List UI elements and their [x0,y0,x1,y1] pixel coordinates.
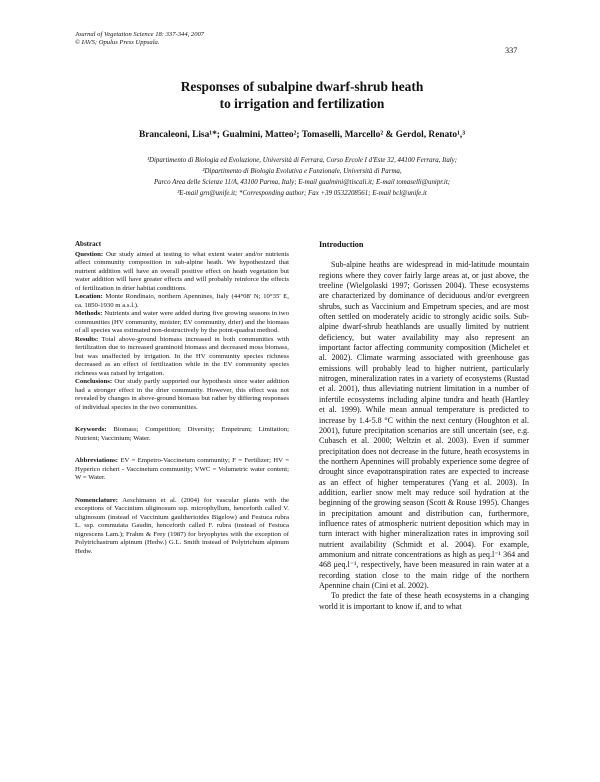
introduction-column [319,240,529,612]
abstract-heading: Abstract [75,240,102,248]
nomenclature-label: Nomenclature: [75,496,118,504]
abbreviations-label: Abbreviations: [75,457,119,464]
methods-label: Methods: [75,310,103,317]
nomenclature [75,497,289,557]
abstract-conclusions [75,378,289,412]
affiliation-line-1: ¹Dipartimento di Biologia ed Evoluzione, Università di Ferrara, Corso Ercole I d'Este 32, 44100 Ferrara, Italy; [146,157,458,164]
spacer [75,443,289,457]
intro-paragraph-1: Sub-alpine heaths are widespread in mid-latitude mountain regions where they cover fairly large areas at, or just above, the treeline (Wielgolaski 1997; Gorissen 2004). These ecosystems are characterized by dominance of deciduous and/or evergreen shrubs, such as Vaccinium and Empetrum species, and are most often settled on moderately acidic to strongly acidic soils. Sub-alpine dwarf-shrub heathlands are usually limited by nutrient deficiency, but water availability may also represent an important factor affecting community composition (Michelet et al. 2002). Climate warming associated with greenhouse gas emissions will probably lead to higher nutrient, particularly nitrogen, mineralization rates in a variety of ecosystems (Rustad et al. 2001), thus alleviating nutrient limitation in a number of infertile ecosystems including alpine tundra and heath (Hartley et al. 1999). While mean annual temperature is predicted to increase by 1.4-5.8 °C within the next century (Houghton et al. 2001), future precipitation scenarios are still uncertain (see, e.g. Cubasch et al. 2000; Weltzin et al. 2003). Even if summer precipitation does not decrease in the future, heath ecosystems in the northern Apennines will probably experience some degree of drought since evapotranspiration rates are expected to increase as an effect of higher temperatures (Yang et al. 2003). In addition, earlier snow melt may reduce soil hydration at the beginning of the growing season (Scott & Rouse 1995). Changes in precipitation amount and distribution can, furthermore, influence rates of atmospheric nutrient deposition which may in turn interact with higher mineralization rates in improving soil nutrient availability (Schmidt et al. 2004). For example, ammonium and nitrate concentrations as high as μeq.l⁻¹ 364 and 468 μeq.l⁻¹, respectively, have been measured in rain water at a recording station close to the main ridge of the northern Apennine chain (Cini et al. 2002). [319,260,529,590]
page-number: 337 [505,46,518,55]
question-text: Our study aimed at testing to what extent water and/or nutrients affect community composition in sub-alpine heath. We hypothesized that nutrient addition will have an overall positive effect on heath vegetation but water addition will have greater effects and will probably reinforce the effects of fertilization in drier habitat conditions. [75,250,289,292]
journal-citation [75,31,204,47]
affiliations [75,155,529,199]
keywords-label: Keywords: [75,426,107,433]
intro-paragraph-2: To predict the fate of these heath ecosystems in a changing world it is important to know if, and to what [319,591,529,611]
spacer [75,483,289,497]
journal-line-2: © IAVS; Opulus Press Uppsala. [75,39,160,46]
paper-title [75,79,529,112]
results-text: Total above-ground biomass increased in both communities with fertilization due to increased graminoid biomass and decreased moss biomass, but was unaffected by irrigation. In the HV community species richness decreased as an effect of fertilization while in the EV community species richness was raised by irrigation. [75,335,289,377]
abstract-question [75,251,289,294]
affiliation-line-3: Parco Area delle Scienze 11/A, 43100 Parma, Italy; E-mail gualmini@tiscali.it; E-mail tomaselli@unipr.it; [153,179,451,186]
author-list: Brancaleoni, Lisa¹*; Gualmini, Matteo²; Tomaselli, Marcello² & Gerdol, Renato¹,³ [138,130,466,140]
abstract-location [75,293,289,310]
location-label: Location: [75,293,103,300]
title-line-1: Responses of subalpine dwarf-shrub heath [180,79,424,94]
abstract-column [75,240,289,556]
conclusions-text: Our study partly supported our hypothesis since water addition had a stronger effect in the drier community. However, this effect was not revealed by changes in above-ground biomass but rather by differing responses of individual species in the two communities. [75,378,289,411]
keywords-text: Biomass; Competition; Diversity; Empetrum; Limitation; Nutrient; Vaccinium; Water. [75,426,290,442]
affiliation-line-2: ²Dipartimento di Biologia Evolutiva e Funzionale, Università di Parma, [202,168,402,175]
abbreviations-text: EV = Empetro-Vaccinetum community; F = Fertilizer; HV = Hyperico richeri - Vaccinetum community; VWC = Volumetric water content; W = Water. [75,457,289,481]
abstract-methods [75,310,289,336]
conclusions-label: Conclusions: [75,378,113,385]
location-text: Monte Rondinaio, northern Apennines, Italy (44°08' N; 10°35' E, ca. 1850-1930 m a.s.l.). [75,293,289,309]
keywords [75,426,289,443]
introduction-heading: Introduction [319,240,364,249]
question-label: Question: [75,250,104,258]
affiliation-line-4: ³E-mail grn@unife.it; *Corresponding author; Fax +39 0532208561; E-mail bcl@unife.it [177,190,427,197]
title-line-2: to irrigation and fertilization [219,95,385,111]
methods-text: Nutrients and water were added during five growing seasons in two communities (HV community, moister; EV community, drier) and the biomass of all species was estimated non-destructively by the point-quadrat method. [75,310,290,334]
journal-line-1: Journal of Vegetation Science 18: 337-344, 2007 [75,31,205,38]
abstract-results [75,336,289,379]
abbreviations [75,457,289,483]
spacer [75,412,289,426]
nomenclature-text: Aeschimann et al. (2004) for vascular plants with the exceptions of Vaccinium uliginosum ssp. microphyllum, henceforth called V. uliginosum (instead of Vaccinium gaultherioides Bigelow) and Festuca rubra L. ssp. commutata Gaudin, henceforth called F. rubra (instead of Festuca nigrescens Lam.); Frahm & Frey (1987) for bryophytes with the exception of Polytrichastrum alpinum (Hedw.) G.L. Smith instead of Polytrichum alpinum Hedw. [75,496,289,555]
results-label: Results: [75,335,99,343]
